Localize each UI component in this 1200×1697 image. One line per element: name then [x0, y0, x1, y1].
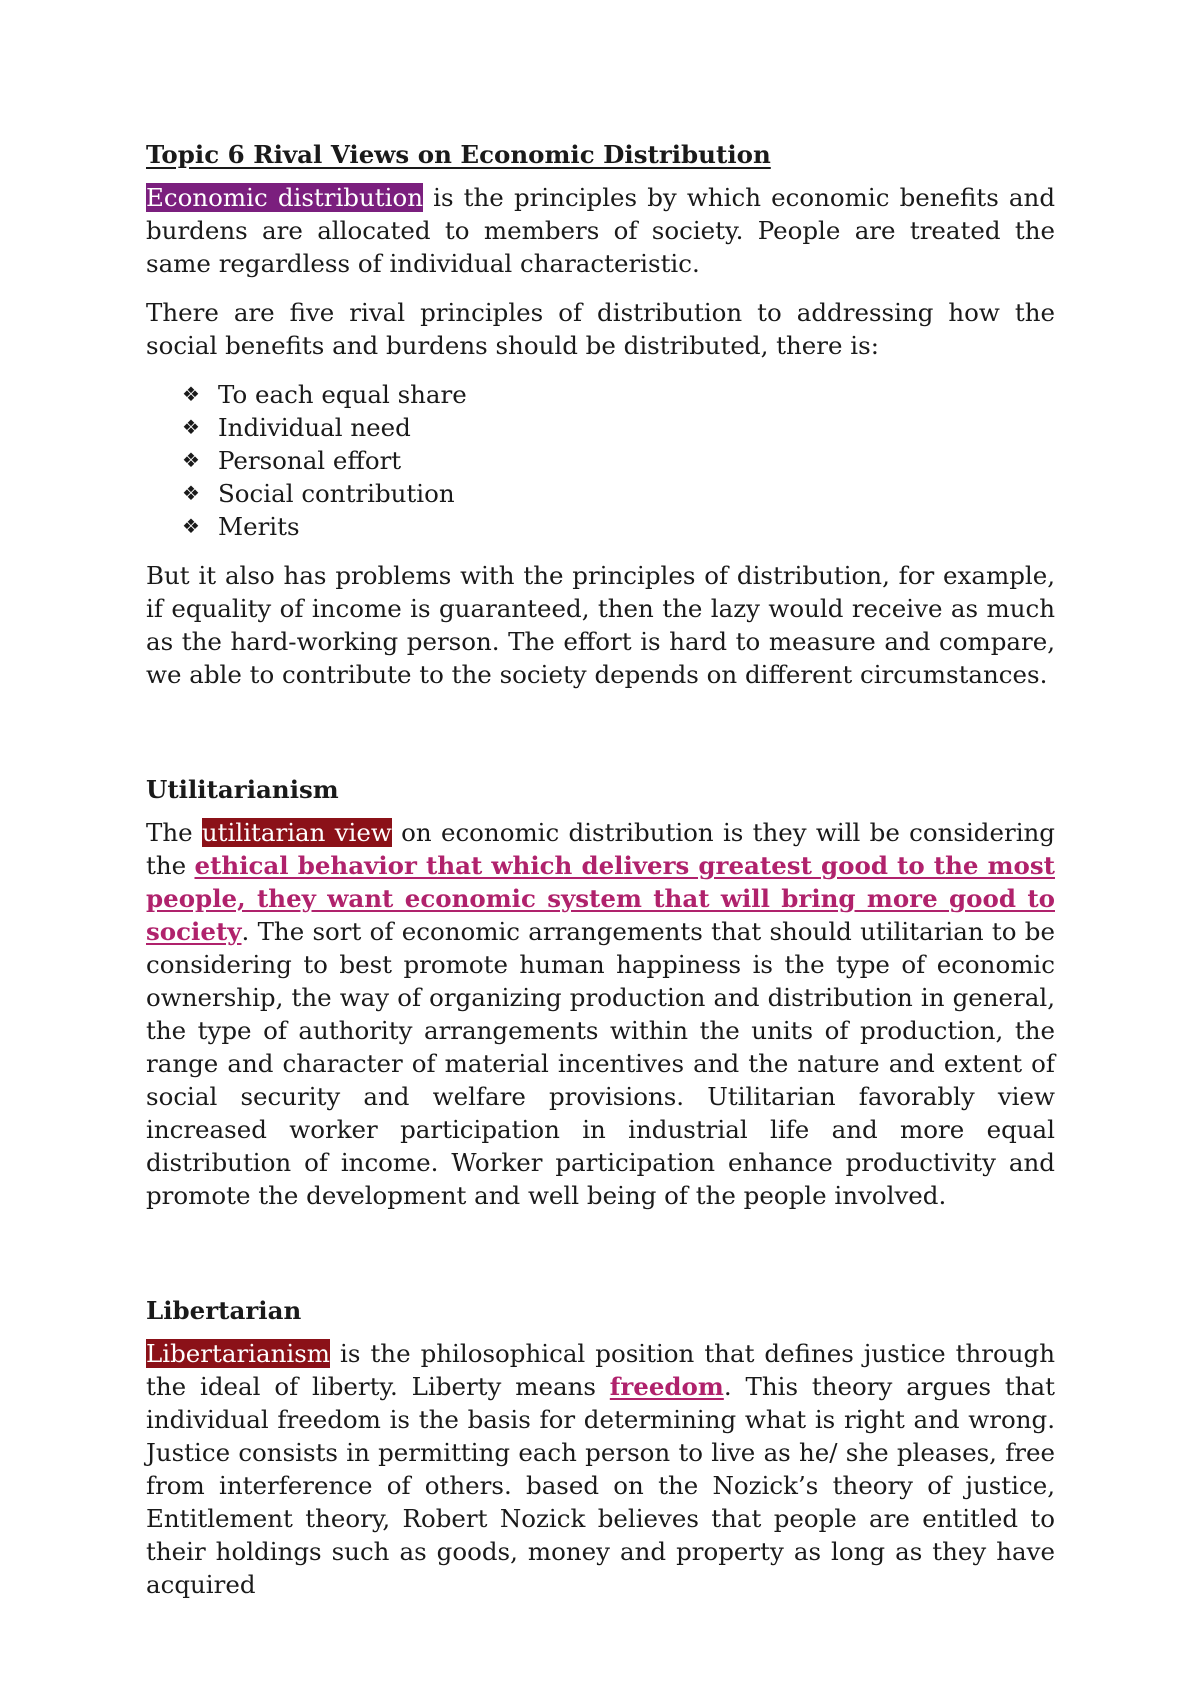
list-item	[182, 378, 1055, 411]
libertarian-middle: is the philosophical position that defines justice through the ideal of liberty. Liberty means	[146, 1339, 1055, 1401]
list-item-label: Social contribution	[218, 479, 455, 508]
term-economic-distribution: Economic distribution	[146, 183, 423, 212]
libertarian-emphasis: freedom	[609, 1372, 724, 1401]
document-title: Topic 6 Rival Views on Economic Distribution	[146, 140, 771, 169]
diamond-bullet-icon: ❖	[182, 382, 200, 406]
utilitarianism-rest: . The sort of economic arrangements that should utilitarian to be considering to best promote human happiness is the type of economic ownership, the way of organizing production and distribution in general, the type of authority arrangements within the units of production, the range and character of material incentives and the nature and extent of social security and welfare provisions. Utilitarian favorably view increased worker participation in industrial life and more equal distribution of income. Worker participation enhance productivity and promote the development and well being of the people involved.	[146, 917, 1055, 1210]
list-item	[182, 444, 1055, 477]
document-page	[146, 138, 1055, 1617]
list-item	[182, 477, 1055, 510]
list-item-label: To each equal share	[218, 380, 467, 409]
list-item-label: Individual need	[218, 413, 411, 442]
utilitarianism-middle: on economic distribution is they will be considering the	[146, 818, 1055, 880]
libertarian-paragraph	[146, 1337, 1055, 1601]
utilitarianism-emphasis: ethical behavior that which delivers greatest good to the most people, they want economic system that will bring more good to society	[146, 851, 1055, 946]
term-libertarianism: Libertarianism	[146, 1339, 331, 1368]
problems-paragraph: But it also has problems with the principles of distribution, for example, if equality of income is guaranteed, then the lazy would receive as much as the hard-working person. The effort is hard to measure and compare, we able to contribute to the society depends on different circumstances.	[146, 561, 1055, 689]
libertarian-rest: . This theory argues that individual freedom is the basis for determining what is right and wrong. Justice consists in permitting each person to live as he/ she pleases, free from interference of others. based on the Nozick’s theory of justice, Entitlement theory, Robert Nozick believes that people are entitled to their holdings such as goods, money and property as long as they have acquired	[146, 1372, 1055, 1599]
term-utilitarian-view: utilitarian view	[201, 818, 392, 847]
section-spacer	[146, 1228, 1055, 1294]
diamond-bullet-icon: ❖	[182, 448, 200, 472]
list-item	[182, 510, 1055, 543]
list-item	[182, 411, 1055, 444]
section-spacer	[146, 707, 1055, 773]
utilitarianism-lead: The	[146, 818, 202, 847]
diamond-bullet-icon: ❖	[182, 481, 200, 505]
intro-paragraph	[146, 181, 1055, 280]
principles-list	[146, 378, 1055, 543]
libertarian-heading: Libertarian	[146, 1296, 302, 1325]
principles-intro-paragraph: There are five rival principles of distribution to addressing how the social benefits and burdens should be distributed, there is:	[146, 298, 1055, 360]
diamond-bullet-icon: ❖	[182, 415, 200, 439]
list-item-label: Personal effort	[218, 446, 402, 475]
list-item-label: Merits	[218, 512, 300, 541]
diamond-bullet-icon: ❖	[182, 514, 200, 538]
utilitarianism-heading: Utilitarianism	[146, 775, 339, 804]
intro-text: is the principles by which economic benefits and burdens are allocated to members of society. People are treated the same regardless of individual characteristic.	[146, 183, 1055, 278]
utilitarianism-paragraph	[146, 816, 1055, 1212]
